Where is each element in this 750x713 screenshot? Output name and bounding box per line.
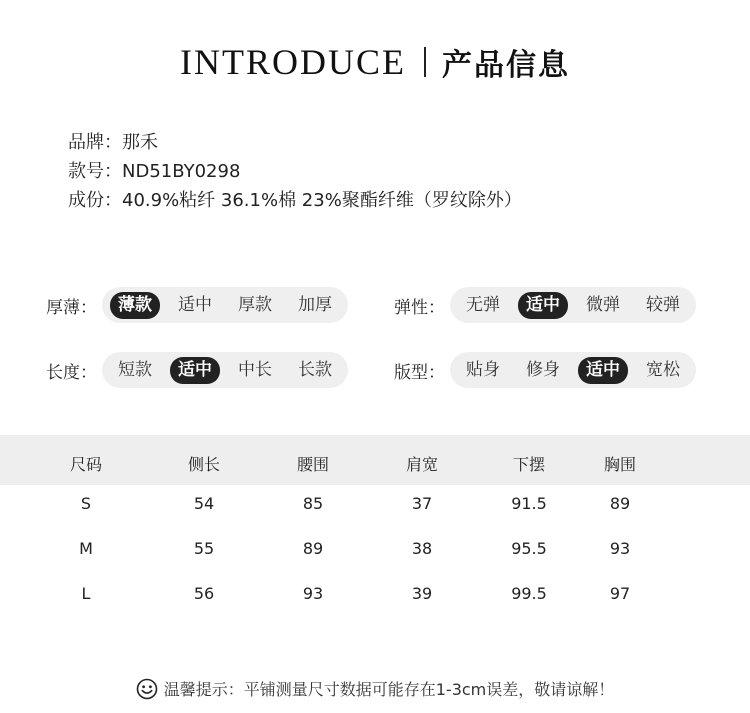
option-pill bbox=[450, 287, 696, 323]
option-no-stretch[interactable]: 无弹 bbox=[466, 294, 500, 315]
option-long[interactable]: 长款 bbox=[298, 359, 332, 380]
attr-label: 版型： bbox=[394, 362, 445, 383]
option-mid-length[interactable]: 中长 bbox=[238, 359, 272, 380]
cell-shoulder: 39 bbox=[411, 584, 433, 603]
attr-length bbox=[46, 351, 348, 389]
cell-bust: 89 bbox=[609, 494, 631, 513]
option-pill bbox=[102, 352, 348, 388]
cell-shoulder: 37 bbox=[411, 494, 433, 513]
option-pill bbox=[102, 287, 348, 323]
attr-thickness bbox=[46, 286, 348, 324]
cell-side-length: 56 bbox=[193, 584, 215, 603]
option-slim[interactable]: 修身 bbox=[526, 359, 560, 380]
header-waist: 腰围 bbox=[296, 455, 330, 474]
size-table-header bbox=[0, 435, 750, 485]
option-slight-stretch[interactable]: 微弹 bbox=[586, 294, 620, 315]
cell-side-length: 55 bbox=[193, 539, 215, 558]
product-info bbox=[68, 128, 522, 215]
smiley-icon bbox=[136, 678, 158, 700]
cell-size: M bbox=[79, 539, 93, 558]
attr-label: 弹性： bbox=[394, 297, 445, 318]
option-thick[interactable]: 厚款 bbox=[238, 294, 272, 315]
attr-label: 厚薄： bbox=[46, 297, 97, 318]
footer-text: 温馨提示：平铺测量尺寸数据可能存在1-3cm误差，敬请谅解！ bbox=[163, 680, 615, 699]
page-header bbox=[0, 40, 750, 84]
cell-hem: 91.5 bbox=[511, 494, 547, 513]
cell-waist: 85 bbox=[302, 494, 324, 513]
footer-note bbox=[0, 677, 750, 700]
option-thin[interactable]: 薄款 bbox=[110, 292, 160, 319]
option-pill bbox=[450, 352, 696, 388]
cell-waist: 89 bbox=[302, 539, 324, 558]
cell-shoulder: 38 bbox=[411, 539, 433, 558]
composition-line: 成份：40.9%粘纤 36.1%棉 23%聚酯纤维（罗纹除外） bbox=[68, 190, 522, 211]
cell-side-length: 54 bbox=[193, 494, 215, 513]
option-loose[interactable]: 宽松 bbox=[646, 359, 680, 380]
option-extra-thick[interactable]: 加厚 bbox=[298, 294, 332, 315]
style-number-line: 款号：ND51BY0298 bbox=[68, 161, 241, 182]
title-chinese: 产品信息 bbox=[441, 48, 570, 83]
option-tight[interactable]: 贴身 bbox=[466, 359, 500, 380]
option-moderate[interactable]: 适中 bbox=[170, 357, 220, 384]
cell-size: S bbox=[80, 494, 92, 513]
option-short[interactable]: 短款 bbox=[118, 359, 152, 380]
attr-label: 长度： bbox=[46, 362, 97, 383]
brand-line: 品牌：那禾 bbox=[68, 132, 158, 153]
option-more-stretch[interactable]: 较弹 bbox=[646, 294, 680, 315]
cell-size: L bbox=[81, 584, 91, 603]
header-size: 尺码 bbox=[69, 455, 103, 474]
option-moderate[interactable]: 适中 bbox=[578, 357, 628, 384]
header-shoulder: 肩宽 bbox=[405, 455, 439, 474]
attr-fit bbox=[394, 351, 696, 389]
cell-hem: 99.5 bbox=[511, 584, 547, 603]
option-moderate[interactable]: 适中 bbox=[518, 292, 568, 319]
title-english: INTRODUCE bbox=[180, 42, 406, 82]
cell-bust: 97 bbox=[609, 584, 631, 603]
header-hem: 下摆 bbox=[512, 455, 546, 474]
option-moderate[interactable]: 适中 bbox=[178, 294, 212, 315]
header-bust: 胸围 bbox=[603, 455, 637, 474]
cell-hem: 95.5 bbox=[511, 539, 547, 558]
cell-waist: 93 bbox=[302, 584, 324, 603]
header-side-length: 侧长 bbox=[187, 455, 221, 474]
attr-elasticity bbox=[394, 286, 696, 324]
cell-bust: 93 bbox=[609, 539, 631, 558]
title-divider bbox=[424, 47, 426, 77]
